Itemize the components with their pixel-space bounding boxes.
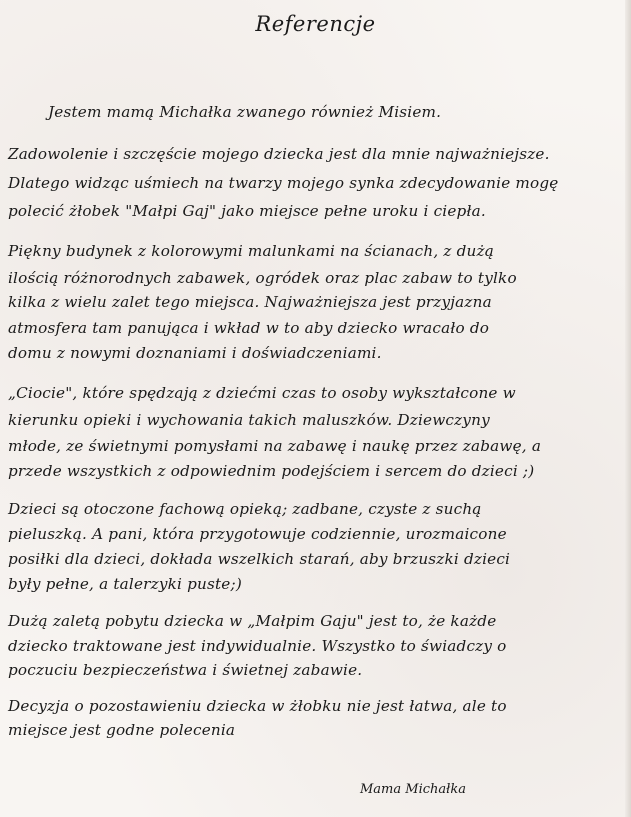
letter-title: Referencje bbox=[255, 12, 376, 36]
paragraph-2-line-3: kilka z wielu zalet tego miejsca. Najważniejsza jest przyjazna bbox=[8, 293, 492, 311]
paragraph-1-line-3: polecić żłobek "Małpi Gaj" jako miejsce pełne uroku i ciepła. bbox=[8, 202, 486, 220]
paragraph-4-line-2: pieluszką. A pani, która przygotowuje codziennie, urozmaicone bbox=[8, 525, 507, 543]
paragraph-2-line-5: domu z nowymi doznaniami i doświadczeniami. bbox=[8, 344, 382, 362]
paragraph-1-line-1: Zadowolenie i szczęście mojego dziecka jest dla mnie najważniejsze. bbox=[8, 145, 550, 163]
paragraph-2-line-4: atmosfera tam panująca i wkład w to aby dziecko wracało do bbox=[8, 319, 490, 337]
paragraph-2-line-2: ilością różnorodnych zabawek, ogródek oraz plac zabaw to tylko bbox=[8, 269, 517, 287]
paragraph-2-line-1: Piękny budynek z kolorowymi malunkami na ścianach, z dużą bbox=[8, 242, 494, 260]
paragraph-1-line-2: Dlatego widząc uśmiech na twarzy mojego synka zdecydowanie mogę bbox=[8, 174, 559, 192]
paragraph-3-line-1: „Ciocie", które spędzają z dziećmi czas to osoby wykształcone w bbox=[8, 384, 516, 402]
signature: Mama Michałka bbox=[360, 782, 466, 797]
paragraph-3-line-2: kierunku opieki i wychowania takich maluszków. Dziewczyny bbox=[8, 411, 490, 429]
paragraph-5-line-1: Dużą zaletą pobytu dziecka w „Małpim Gaju" jest to, że każde bbox=[8, 612, 497, 630]
paragraph-4-line-3: posiłki dla dzieci, dokłada wszelkich starań, aby brzuszki dzieci bbox=[8, 550, 511, 568]
paragraph-5-line-2: dziecko traktowane jest indywidualnie. Wszystko to świadczy o bbox=[8, 637, 507, 655]
paragraph-4-line-1: Dzieci są otoczone fachową opieką; zadbane, czyste z suchą bbox=[8, 500, 482, 518]
paragraph-3-line-3: młode, ze świetnymi pomysłami na zabawę i naukę przez zabawę, a bbox=[8, 437, 542, 455]
intro-line: Jestem mamą Michałka zwanego również Misiem. bbox=[48, 103, 442, 121]
paragraph-6-line-1: Decyzja o pozostawieniu dziecka w żłobku nie jest łatwa, ale to bbox=[8, 697, 507, 715]
page-edge bbox=[625, 0, 631, 817]
paragraph-6-line-2: miejsce jest godne polecenia bbox=[8, 721, 236, 739]
paragraph-5-line-3: poczuciu bezpieczeństwa i świetnej zabawie. bbox=[8, 661, 363, 679]
paragraph-4-line-4: były pełne, a talerzyki puste;) bbox=[8, 575, 242, 593]
paragraph-3-line-4: przede wszystkich z odpowiednim podejściem i sercem do dzieci ;) bbox=[8, 462, 535, 480]
